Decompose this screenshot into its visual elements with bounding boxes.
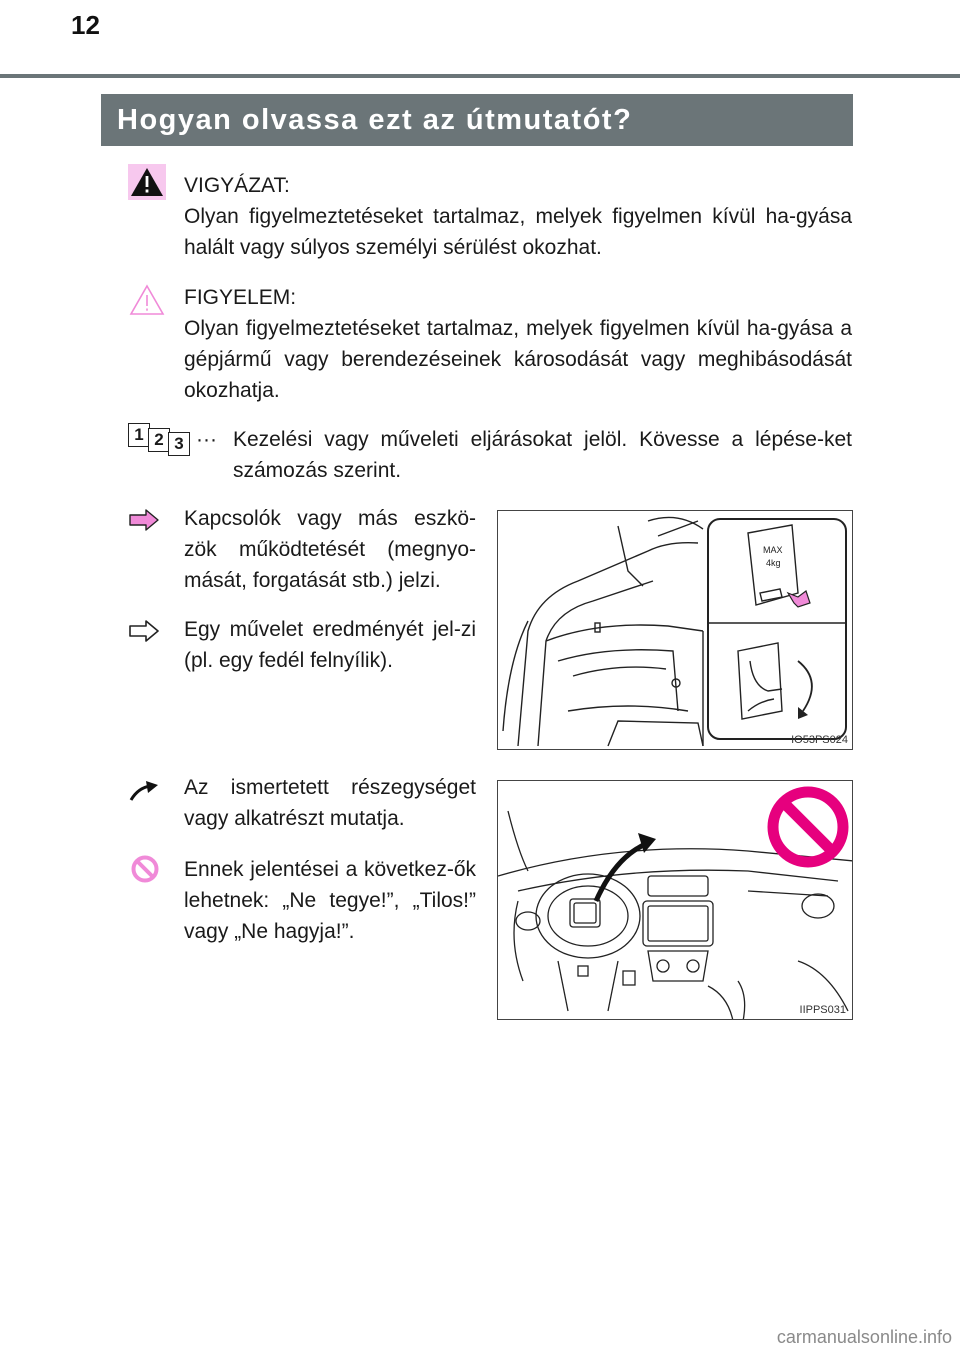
notice-text — [184, 313, 852, 406]
prohibited-text: Ennek jelentései a következ-ők lehetnek: „Ne tegye!”, „Tilos!” vagy „Ne hagyja!”. — [184, 858, 476, 943]
watermark: carmanualsonline.info — [776, 1327, 952, 1347]
warning-text-content: Olyan figyelmeztetéseket tartalmaz, melyek figyelmen kívül ha-gyása halált vagy súlyos személyi sérülést okozhat. — [184, 205, 852, 259]
top-rule — [0, 74, 960, 78]
page-number: 12 — [71, 10, 100, 40]
outline-arrow-icon — [128, 620, 160, 642]
trunk-illustration — [498, 511, 853, 750]
warning-outline-icon — [128, 283, 166, 317]
prohibited-large-icon — [766, 785, 850, 869]
section-title: Hogyan olvassa ezt az útmutatót? — [101, 94, 853, 146]
component-text: Az ismertetett részegységet vagy alkatrészt mutatja. — [184, 776, 476, 830]
trunk-figure-code: IO53PS024 — [791, 734, 848, 746]
result-text: Egy művelet eredményét jel-zi (pl. egy fedél felnyílik). — [184, 618, 476, 672]
warning-title: VIGYÁZAT: — [184, 174, 290, 197]
step-numbers-icon — [128, 423, 200, 457]
notice-text-content: Olyan figyelmeztetéseket tartalmaz, melyek figyelmen kívül ha-gyása a gépjármű vagy berendezéseinek károsodását vagy meghibásodását okozhatja. — [184, 317, 852, 402]
dashboard-figure — [497, 780, 853, 1020]
steps-dots: ··· — [196, 428, 217, 451]
warning-text — [184, 201, 852, 263]
prohibited-icon — [131, 855, 159, 883]
warning-filled-icon — [128, 164, 166, 200]
steps-text: Kezelési vagy műveleti eljárásokat jelöl. Kövesse a lépése-ket számozás szerint. — [233, 428, 852, 482]
step-number-2: 2 — [148, 428, 170, 452]
operation-text: Kapcsolók vagy más eszkö-zök működtetését (megnyo-mását, forgatását stb.) jelzi. — [184, 507, 476, 592]
trunk-figure — [497, 510, 853, 750]
dashboard-figure-code: IIPPS031 — [799, 1004, 846, 1016]
step-number-1: 1 — [128, 423, 150, 447]
notice-title: FIGYELEM: — [184, 286, 297, 309]
step-number-3: 3 — [168, 432, 190, 456]
hook-label-max: MAX — [763, 545, 783, 555]
pointer-arrow-icon — [128, 780, 160, 802]
filled-arrow-icon — [128, 509, 160, 531]
hook-label-kg: 4kg — [766, 558, 781, 568]
